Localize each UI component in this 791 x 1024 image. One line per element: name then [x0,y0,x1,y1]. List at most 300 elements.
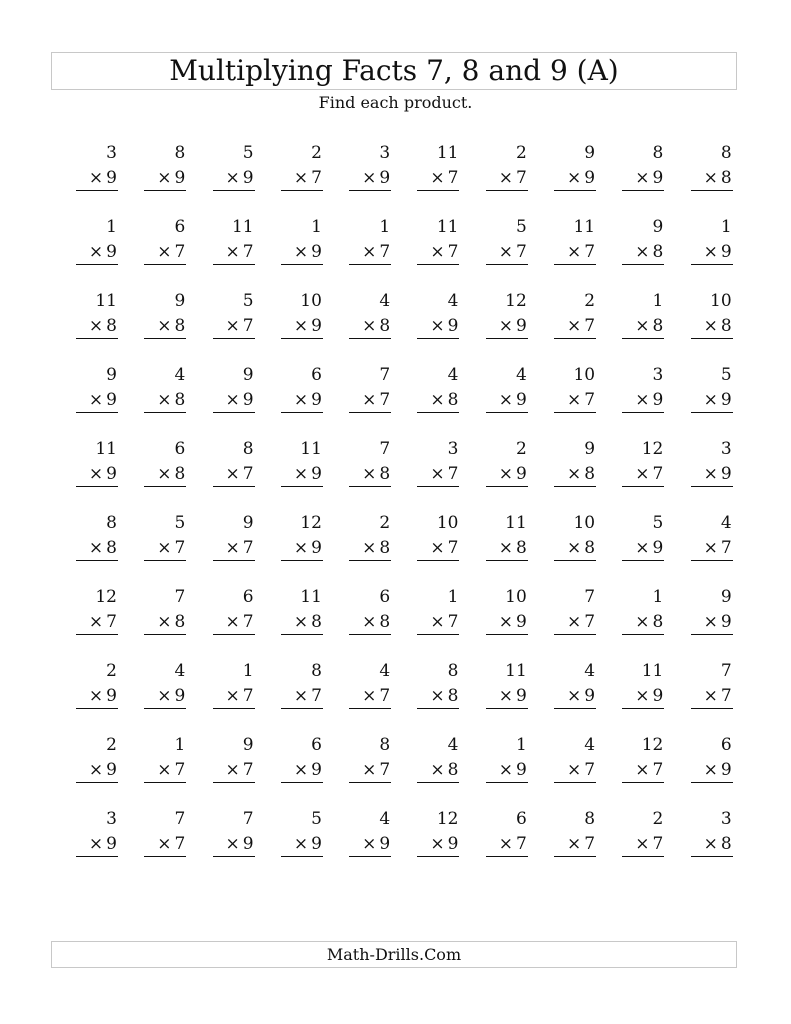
multiplier: 7 [106,612,117,632]
multiply-sign: × [703,242,718,262]
problem [144,659,186,709]
problem [144,215,186,265]
multiply-sign: × [498,316,513,336]
problem [417,437,459,487]
multiplier-line [417,462,459,487]
multiplier-line [144,758,186,783]
multiplicand: 12 [641,439,664,459]
multiply-sign: × [293,390,309,410]
problem [691,807,733,857]
multiplier: 8 [174,316,186,336]
multiplier: 9 [106,390,117,410]
multiplier-line [691,536,733,561]
multiplier: 7 [242,760,254,780]
multiplier-line [554,462,596,487]
multiply-sign: × [88,168,104,188]
multiplier: 8 [652,242,664,262]
problem-grid [76,141,742,857]
multiplier-line [144,166,186,191]
multiplicand: 10 [300,291,322,311]
problem [554,289,596,339]
multiplier: 7 [652,834,664,854]
title-box [51,52,737,90]
multiplier: 9 [311,760,322,780]
multiply-sign: × [567,612,582,632]
multiplier-line [281,684,323,709]
multiply-sign: × [703,538,718,558]
multiply-sign: × [635,168,650,188]
multiplier-line [691,462,733,487]
multiplicand: 12 [95,587,117,607]
multiplicand: 2 [379,513,391,533]
multiplier: 9 [379,834,391,854]
multiply-sign: × [635,464,650,484]
multiplier-line [417,684,459,709]
multiply-sign: × [430,612,445,632]
multiplicand: 4 [447,291,459,311]
problem [144,585,186,635]
multiplier: 9 [379,168,391,188]
multiplier: 9 [720,612,732,632]
footer-box [51,941,737,968]
multiplier-line [622,536,664,561]
multiplier-line [76,240,118,265]
multiply-sign: × [567,538,582,558]
problem [691,215,733,265]
multiplier-line [691,610,733,635]
problem [554,363,596,413]
multiplier: 7 [242,686,254,706]
multiplier-line [349,314,391,339]
multiplier: 9 [311,464,322,484]
problem [622,215,664,265]
problem [691,141,733,191]
multiplier-line [281,758,323,783]
multiplier: 9 [720,242,732,262]
multiply-sign: × [635,834,650,854]
multiplier-line [691,684,733,709]
problem [486,141,528,191]
multiplier-line [622,388,664,413]
multiplier-line [622,240,664,265]
multiply-sign: × [567,316,582,336]
multiplicand: 8 [106,513,117,533]
multiply-sign: × [157,168,172,188]
multiply-sign: × [225,464,240,484]
multiplier-line [213,388,255,413]
multiply-sign: × [225,390,240,410]
multiplicand: 8 [447,661,459,681]
multiplicand: 7 [379,439,391,459]
multiplier: 8 [174,612,186,632]
multiplicand: 7 [584,587,596,607]
problem [76,215,118,265]
multiplier: 9 [174,686,186,706]
multiplier: 7 [447,242,459,262]
multiplier: 7 [652,760,664,780]
multiplier-line [76,462,118,487]
multiplier: 7 [652,464,664,484]
multiplier-line [76,388,118,413]
problem [349,733,391,783]
multiplier: 9 [515,464,527,484]
multiplicand: 8 [584,809,596,829]
multiply-sign: × [635,760,650,780]
multiplicand: 1 [311,217,322,237]
multiply-sign: × [157,390,172,410]
multiplier-line [213,684,255,709]
multiply-sign: × [635,686,650,706]
problem [281,807,323,857]
multiply-sign: × [498,390,513,410]
multiplicand: 1 [652,291,664,311]
problem [554,807,596,857]
multiplier: 7 [584,316,596,336]
problem [281,511,323,561]
multiplier: 9 [311,538,322,558]
multiplicand: 10 [573,365,596,385]
multiplicand: 5 [242,291,254,311]
multiply-sign: × [430,316,445,336]
multiply-sign: × [362,316,377,336]
multiply-sign: × [293,464,309,484]
multiplier-line [144,388,186,413]
multiply-sign: × [225,538,240,558]
multiply-sign: × [498,760,513,780]
multiply-sign: × [362,242,377,262]
multiplier-line [691,832,733,857]
multiplier: 9 [652,538,664,558]
multiply-sign: × [225,686,240,706]
multiplier-line [213,240,255,265]
multiplicand: 6 [379,587,391,607]
multiplicand: 3 [447,439,459,459]
multiplicand: 2 [515,439,527,459]
multiplier: 8 [720,168,732,188]
multiplier: 9 [311,390,322,410]
footer-text: Math-Drills.Com [326,945,462,964]
multiplier: 7 [584,390,596,410]
multiplier-line [622,610,664,635]
multiplier: 9 [242,168,254,188]
problem [691,437,733,487]
multiplier-line [213,462,255,487]
multiply-sign: × [430,390,445,410]
problem [213,215,255,265]
multiplicand: 1 [174,735,186,755]
multiply-sign: × [498,464,513,484]
multiplicand: 11 [505,661,527,681]
problem [554,437,596,487]
multiplier-line [76,536,118,561]
multiplier: 8 [106,538,117,558]
multiplier-line [213,536,255,561]
multiplier-line [622,758,664,783]
multiply-sign: × [362,390,377,410]
multiplier-line [691,314,733,339]
multiplier-line [417,832,459,857]
multiplier-line [349,166,391,191]
multiplier: 8 [652,612,664,632]
multiply-sign: × [430,760,445,780]
multiplier: 7 [242,242,254,262]
multiply-sign: × [703,316,718,336]
multiplicand: 9 [242,513,254,533]
multiplier-line [554,388,596,413]
multiplier: 7 [447,612,459,632]
multiplier: 7 [584,760,596,780]
multiplicand: 11 [573,217,596,237]
problem [622,437,664,487]
multiplicand: 3 [720,439,732,459]
multiplier: 7 [379,242,391,262]
multiplier-line [144,684,186,709]
multiplicand: 6 [720,735,732,755]
problem [349,511,391,561]
multiplier: 9 [311,316,322,336]
problem [486,511,528,561]
multiplicand: 8 [311,661,322,681]
problem [76,289,118,339]
problem [417,511,459,561]
multiplier: 7 [584,834,596,854]
multiply-sign: × [225,242,240,262]
multiply-sign: × [88,538,104,558]
multiplier-line [691,388,733,413]
multiplicand: 12 [641,735,664,755]
multiply-sign: × [567,390,582,410]
multiplicand: 7 [379,365,391,385]
multiplicand: 1 [652,587,664,607]
multiplier-line [144,832,186,857]
problem [144,437,186,487]
multiplicand: 1 [515,735,527,755]
multiplicand: 5 [311,809,322,829]
multiplier-line [281,240,323,265]
problem [417,289,459,339]
multiplier: 9 [584,168,596,188]
problem [76,807,118,857]
problem [554,659,596,709]
multiplier: 9 [106,686,117,706]
problem [691,733,733,783]
multiplier-line [144,536,186,561]
multiplicand: 2 [106,735,117,755]
multiplier-line [486,240,528,265]
multiply-sign: × [430,834,445,854]
multiply-sign: × [88,390,104,410]
multiplicand: 11 [641,661,664,681]
multiplicand: 5 [652,513,664,533]
multiplicand: 11 [95,439,117,459]
problem [622,585,664,635]
multiplicand: 4 [720,513,732,533]
problem [349,659,391,709]
multiply-sign: × [703,168,718,188]
multiplier-line [554,610,596,635]
multiply-sign: × [225,316,240,336]
multiply-sign: × [498,686,513,706]
multiply-sign: × [567,242,582,262]
multiplier: 9 [174,168,186,188]
problem [554,733,596,783]
multiplier-line [144,610,186,635]
multiplicand: 1 [720,217,732,237]
multiplicand: 9 [242,735,254,755]
multiply-sign: × [293,538,309,558]
multiply-sign: × [635,538,650,558]
multiplier-line [417,610,459,635]
problem [554,585,596,635]
multiply-sign: × [88,242,104,262]
multiply-sign: × [293,316,309,336]
multiply-sign: × [567,168,582,188]
multiplier: 7 [447,464,459,484]
multiplicand: 9 [106,365,117,385]
multiplicand: 11 [300,587,322,607]
multiplier: 7 [515,834,527,854]
problem [76,659,118,709]
problem [554,215,596,265]
multiplier-line [554,832,596,857]
multiplier-line [349,832,391,857]
multiplier: 8 [174,390,186,410]
multiply-sign: × [88,686,104,706]
instructions: Find each product. [318,93,473,112]
multiplier-line [417,388,459,413]
problem [213,289,255,339]
problem [281,437,323,487]
multiply-sign: × [157,316,172,336]
multiplier: 7 [447,168,459,188]
multiplicand: 1 [106,217,117,237]
multiplicand: 11 [300,439,322,459]
multiplier-line [144,462,186,487]
multiplier: 9 [515,390,527,410]
multiplier: 9 [311,242,322,262]
multiplier: 9 [447,316,459,336]
multiplier-line [622,462,664,487]
multiplicand: 4 [447,735,459,755]
problem [486,733,528,783]
multiply-sign: × [225,168,240,188]
multiplicand: 12 [436,809,459,829]
problem [417,733,459,783]
multiply-sign: × [703,686,718,706]
multiplier: 8 [447,686,459,706]
multiply-sign: × [362,168,377,188]
problem [691,585,733,635]
multiplicand: 3 [379,143,391,163]
multiplier: 9 [515,686,527,706]
multiplier: 7 [584,612,596,632]
multiplier: 7 [379,686,391,706]
multiplier: 7 [174,242,186,262]
multiply-sign: × [362,834,377,854]
multiplicand: 12 [505,291,527,311]
multiplicand: 11 [505,513,527,533]
page-title: Multiplying Facts 7, 8 and 9 (A) [169,54,619,87]
multiplier-line [349,536,391,561]
problem [213,141,255,191]
multiplier-line [486,684,528,709]
multiplier-line [417,314,459,339]
multiplicand: 9 [242,365,254,385]
multiplier: 8 [584,464,596,484]
multiplicand: 3 [106,809,117,829]
problem [349,141,391,191]
multiplicand: 11 [436,217,459,237]
multiplier: 7 [242,464,254,484]
multiplier: 8 [379,612,391,632]
problem [622,141,664,191]
multiplier-line [691,166,733,191]
problem [281,733,323,783]
multiply-sign: × [88,760,104,780]
multiplier-line [281,536,323,561]
multiplier: 8 [106,316,117,336]
multiplicand: 2 [584,291,596,311]
multiplicand: 10 [573,513,596,533]
multiplier: 9 [720,760,732,780]
multiplicand: 2 [106,661,117,681]
problem [622,659,664,709]
problem [417,659,459,709]
multiplicand: 2 [311,143,322,163]
multiplicand: 7 [242,809,254,829]
problem [486,659,528,709]
multiplier: 7 [174,834,186,854]
multiplicand: 4 [174,661,186,681]
multiplier: 9 [515,316,527,336]
problem [281,659,323,709]
multiply-sign: × [362,538,377,558]
multiplier: 7 [242,538,254,558]
multiply-sign: × [703,760,718,780]
multiplier: 9 [106,760,117,780]
multiply-sign: × [635,316,650,336]
multiplier-line [622,832,664,857]
multiplier-line [349,684,391,709]
multiplier: 8 [379,464,391,484]
problem [622,363,664,413]
multiplier: 7 [174,760,186,780]
multiply-sign: × [225,834,240,854]
multiply-sign: × [88,316,104,336]
multiplicand: 8 [720,143,732,163]
multiplier: 7 [379,760,391,780]
problem [76,437,118,487]
multiply-sign: × [362,464,377,484]
multiplier-line [76,314,118,339]
multiplier: 9 [106,464,117,484]
problem [554,141,596,191]
problem [144,807,186,857]
multiplier-line [622,684,664,709]
multiplicand: 9 [652,217,664,237]
multiplicand: 5 [720,365,732,385]
problem [486,437,528,487]
problem [213,511,255,561]
problem [622,807,664,857]
multiplier-line [486,166,528,191]
multiplicand: 6 [515,809,527,829]
multiplier: 7 [242,612,254,632]
multiplier-line [76,684,118,709]
problem [417,585,459,635]
multiplicand: 11 [231,217,254,237]
multiplier: 7 [174,538,186,558]
